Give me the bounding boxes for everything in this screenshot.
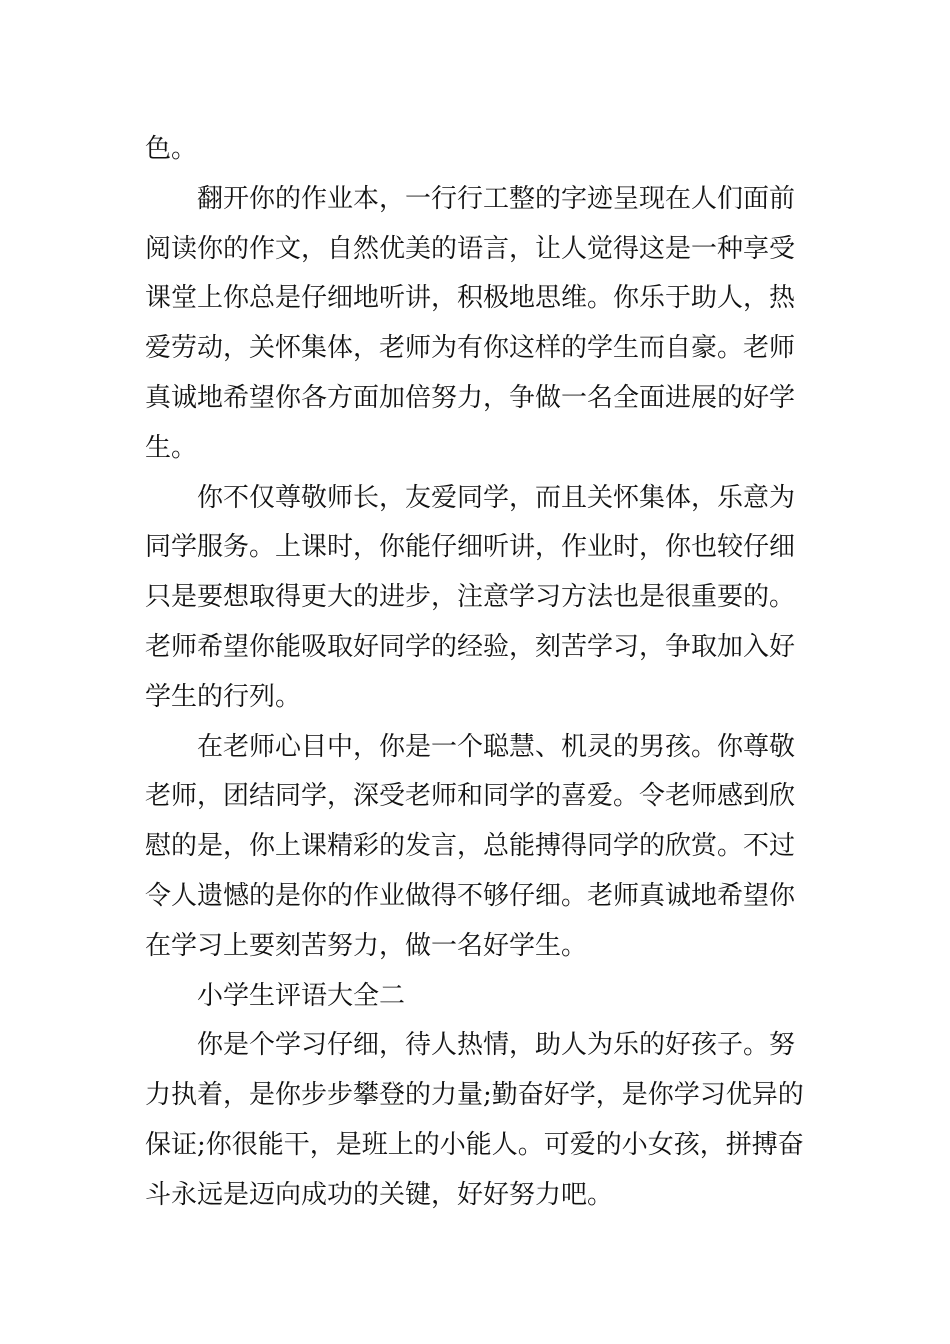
paragraph-respect [145,474,810,723]
text-line: 在老师心目中，你是一个聪慧、机灵的男孩。你尊敬 [197,731,796,762]
text-line: 在学习上要刻苦努力，做一名好学生。 [145,930,588,961]
text-line: 斗永远是迈向成功的关键，好好努力吧。 [145,1179,614,1210]
text-line: 你不仅尊敬师长，友爱同学，而且关怀集体，乐意为 [197,482,796,513]
paragraph-clever-boy [145,723,810,972]
text-line: 阅读你的作文，自然优美的语言，让人觉得这是一种享受 [145,233,796,264]
text-line: 真诚地希望你各方面加倍努力，争做一名全面进展的好学 [145,382,796,413]
text-line: 老师希望你能吸取好同学的经验，刻苦学习，争取加入好 [145,631,796,662]
paragraph-helpful-child [145,1021,810,1220]
paragraph-homework [145,175,810,474]
text-line: 课堂上你总是仔细地听讲，积极地思维。你乐于助人，热 [145,283,796,314]
text-line: 令人遗憾的是你的作业做得不够仔细。老师真诚地希望你 [145,880,796,911]
text-line: 学生的行列。 [145,681,302,712]
paragraph-continuation [145,125,810,175]
section-heading [145,972,810,1022]
text-line: 你是个学习仔细，待人热情，助人为乐的好孩子。努 [197,1030,796,1061]
text-line: 慰的是，你上课精彩的发言，总能搏得同学的欣赏。不过 [145,831,796,862]
heading-line: 小学生评语大全二 [197,980,406,1011]
text-line: 老师，团结同学，深受老师和同学的喜爱。令老师感到欣 [145,781,796,812]
text-line: 翻开你的作业本，一行行工整的字迹呈现在人们面前 [197,183,796,214]
text-line: 同学服务。上课时，你能仔细听讲，作业时，你也较仔细 [145,532,796,563]
document-body [145,125,810,1221]
text-line: 爱劳动，关怀集体，老师为有你这样的学生而自豪。老师 [145,333,796,364]
text-line: 保证;你很能干，是班上的小能人。可爱的小女孩，拼搏奋 [145,1129,804,1160]
text-line: 色。 [145,134,198,164]
text-line: 生。 [145,432,198,463]
text-line: 只是要想取得更大的进步，注意学习方法也是很重要的。 [145,582,796,613]
text-line: 力执着，是你步步攀登的力量;勤奋好学，是你学习优异的 [145,1080,804,1111]
